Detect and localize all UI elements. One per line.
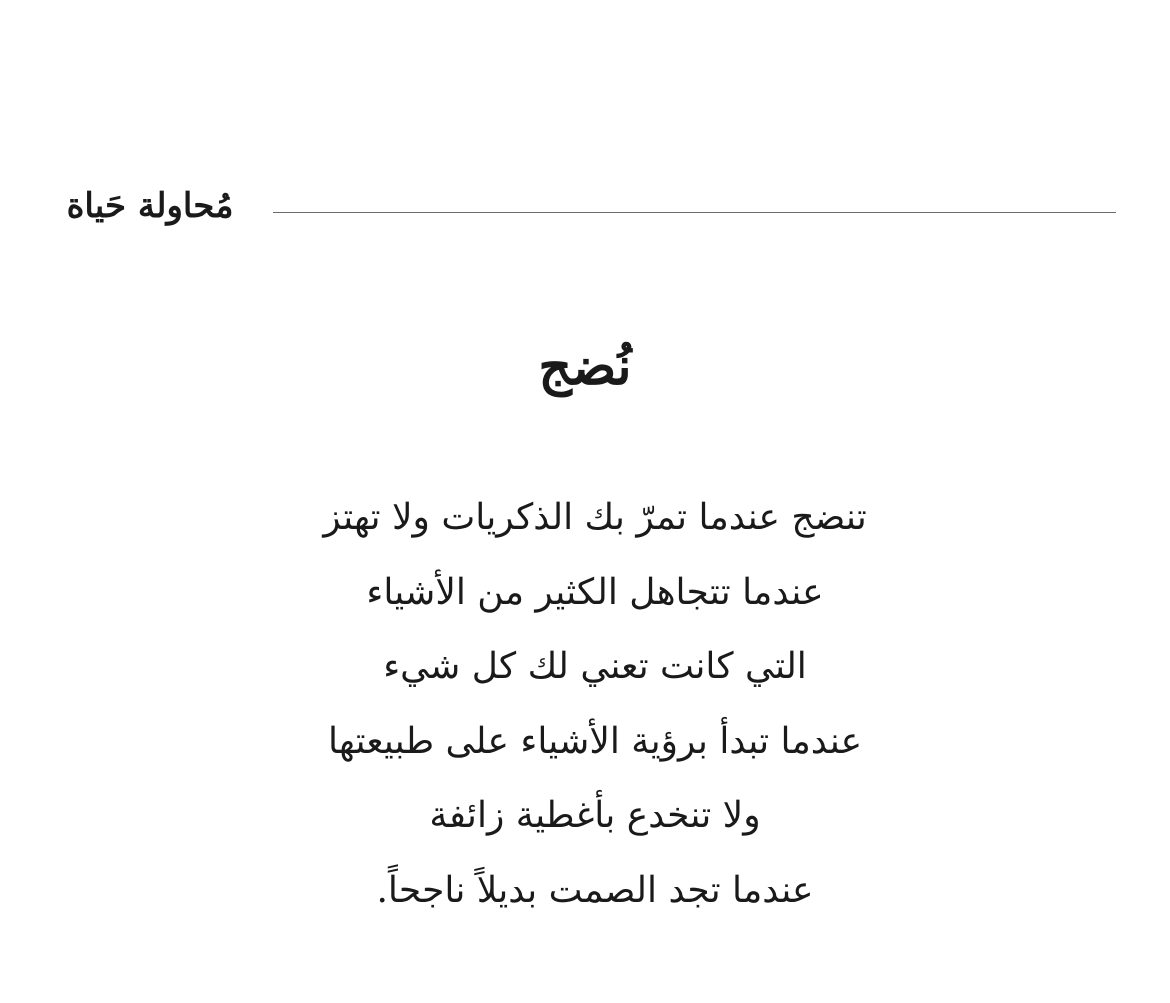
poem-line-2: عندما تتجاهل الكثير من الأشياء bbox=[366, 571, 824, 613]
poem-body bbox=[250, 481, 940, 929]
running-header-book-title: مُحاولة حَياة bbox=[66, 186, 234, 226]
poem-line-6: عندما تجد الصمت بديلاً ناجحاً. bbox=[376, 869, 814, 911]
poem-line-4: عندما تبدأ برؤية الأشياء على طبيعتها bbox=[327, 720, 863, 762]
header-divider-line bbox=[273, 212, 1116, 213]
poem-line-1: تنضج عندما تمرّ بك الذكريات ولا تهتز bbox=[323, 497, 867, 538]
poem-line-3: التي كانت تعني لك كل شيء bbox=[383, 646, 807, 688]
poem-title: نُضج bbox=[538, 336, 632, 397]
poem-line-5: ولا تنخدع بأغطية زائفة bbox=[429, 795, 761, 837]
